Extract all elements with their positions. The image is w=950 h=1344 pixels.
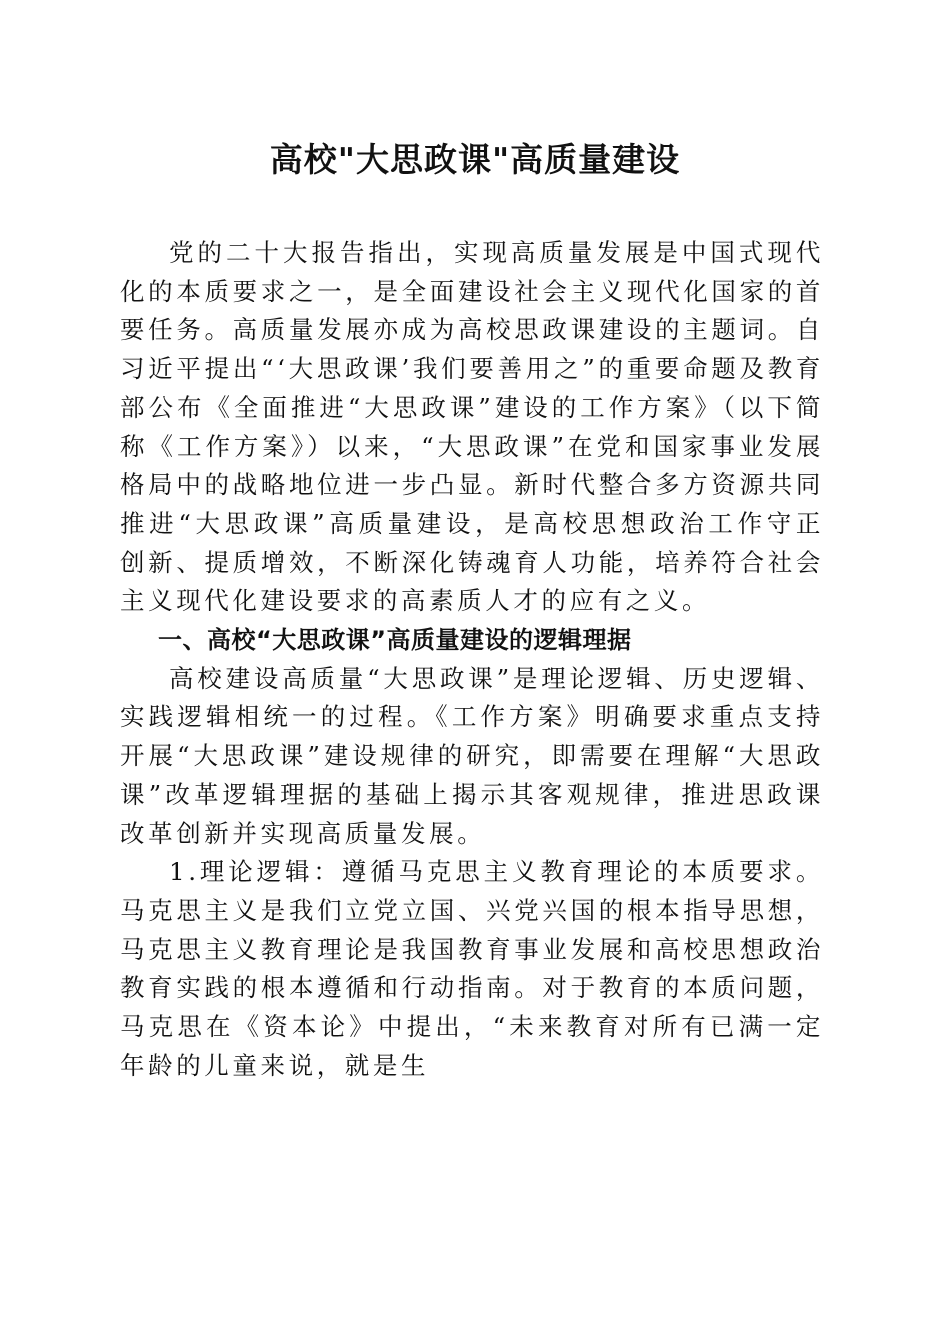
section-1-paragraph: 高校建设高质量“大思政课”是理论逻辑、历史逻辑、实践逻辑相统一的过程。《工作方案》明确要求重点支持开展“大思政课”建设规律的研究，即需要在理解“大思政课”改革逻辑理据的基础上揭示其客观规律，推进思政课改革创新并实现高质量发展。 bbox=[120, 663, 824, 848]
document-body bbox=[120, 234, 824, 1085]
point-1-paragraph: 1.理论逻辑：遵循马克思主义教育理论的本质要求。马克思主义是我们立党立国、兴党兴国的根本指导思想，马克思主义教育理论是我国教育事业发展和高校思想政治教育实践的根本遵循和行动指南。对于教育的本质问题，马克思在《资本论》中提出，“未来教育对所有已满一定年龄的儿童来说，就是生 bbox=[120, 857, 824, 1080]
section-heading-1: 一、高校“大思政课”高质量建设的逻辑理据 bbox=[158, 626, 632, 655]
intro-paragraph: 党的二十大报告指出，实现高质量发展是中国式现代化的本质要求之一，是全面建设社会主义现代化国家的首要任务。高质量发展亦成为高校思政课建设的主题词。自习近平提出“‘大思政课’我们要善用之”的重要命题及教育部公布《全面推进“大思政课”建设的工作方案》（以下简称《工作方案》）以来，“大思政课”在党和国家事业发展格局中的战略地位进一步凸显。新时代整合多方资源共同推进“大思政课”高质量建设，是高校思想政治工作守正创新、提质增效，不断深化铸魂育人功能，培养符合社会主义现代化建设要求的高素质人才的应有之义。 bbox=[120, 238, 824, 616]
document-title: 高校"大思政课"高质量建设 bbox=[269, 140, 681, 179]
